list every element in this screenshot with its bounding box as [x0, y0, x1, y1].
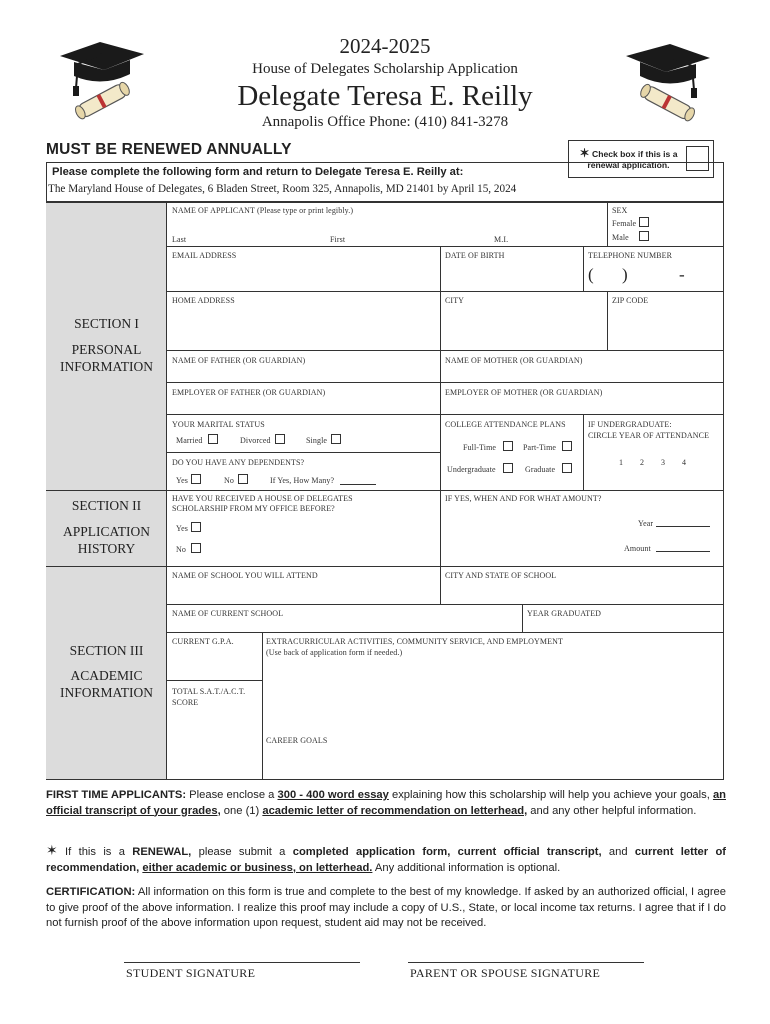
certification-lead: CERTIFICATION: [46, 886, 136, 898]
renewal-bold-3: current letter of recommendation, [46, 846, 727, 874]
career-goals-label: CAREER GOALS [266, 736, 328, 745]
undergraduate-checkbox[interactable] [503, 463, 513, 473]
divorced-checkbox[interactable] [275, 434, 285, 444]
year-option-1[interactable]: 1 [619, 458, 624, 467]
renewal-paragraph [46, 843, 726, 876]
last-name-label: Last [172, 235, 187, 244]
section-1-subtitle-1: PERSONAL [71, 342, 142, 357]
school-attend-label: NAME OF SCHOOL YOU WILL ATTEND [172, 571, 318, 580]
gpa-label: CURRENT G.P.A. [172, 637, 234, 646]
undergraduate-label: Undergraduate [447, 465, 496, 474]
star-icon: ✶ [579, 146, 590, 160]
current-school-label: NAME OF CURRENT SCHOOL [172, 609, 284, 618]
application-year: 2024-2025 [339, 34, 431, 58]
first-time-lead: FIRST TIME APPLICANTS: [46, 789, 187, 801]
how-many-label: If Yes, How Many? [270, 476, 335, 485]
how-many-blank[interactable] [340, 484, 376, 485]
student-signature-label: STUDENT SIGNATURE [126, 966, 256, 980]
received-scholarship-label-1: HAVE YOU RECEIVED A HOUSE OF DELEGATES [172, 494, 353, 503]
part-time-label: Part-Time [523, 443, 557, 452]
dependents-no-label: No [224, 476, 234, 485]
section-2-title: SECTION II [71, 498, 142, 513]
year-option-2[interactable]: 2 [640, 458, 645, 467]
father-employer-label: EMPLOYER OF FATHER (OR GUARDIAN) [172, 388, 326, 397]
renewal-text-2: please submit a [191, 846, 293, 858]
year-option-4[interactable]: 4 [682, 458, 687, 467]
section-1-title: SECTION I [74, 316, 139, 331]
single-label: Single [306, 436, 328, 445]
male-checkbox[interactable] [639, 231, 649, 241]
female-checkbox[interactable] [639, 217, 649, 227]
instructions-line-2: The Maryland House of Delegates, 6 Bladen Street, Room 325, Annapolis, MD 21401 by April 15, 2024 [48, 183, 517, 195]
certification-text: All information on this form is true and complete to the best of my knowledge. If asked by an authorized official, I agree to give proof of the above information. I realize this proof may include a copy of U.S., State, or local income tax returns. I agree that if I do not furnish proof of the above information upon request, student aid may not be received. [46, 886, 726, 929]
renewal-text-3: and [601, 846, 635, 858]
telephone-label: TELEPHONE NUMBER [588, 251, 673, 260]
year-graduated-label: YEAR GRADUATED [527, 609, 602, 618]
recommendation-requirement: academic letter of recommendation on letterhead, [262, 804, 528, 817]
mother-employer-label: EMPLOYER OF MOTHER (OR GUARDIAN) [445, 388, 603, 397]
tel-open-paren: ( [588, 265, 594, 284]
renewal-heading: MUST BE RENEWED ANNUALLY [46, 141, 292, 158]
instructions-line-1: Please complete the following form and return to Delegate Teresa E. Reilly at: [52, 166, 464, 178]
email-label: EMAIL ADDRESS [172, 251, 237, 260]
city-state-school-label: CITY AND STATE OF SCHOOL [445, 571, 557, 580]
history-no-label: No [176, 545, 186, 554]
dependents-no-checkbox[interactable] [238, 474, 248, 484]
first-time-text-1: Please enclose a [186, 789, 278, 801]
first-time-text-4: and any other helpful information. [527, 804, 697, 817]
renewal-underline-1: either academic or business, on letterhead. [142, 861, 373, 874]
sat-act-label-2: SCORE [172, 698, 199, 707]
zip-code-label: ZIP CODE [612, 296, 649, 305]
dependents-label: DO YOU HAVE ANY DEPENDENTS? [172, 458, 305, 467]
married-checkbox[interactable] [208, 434, 218, 444]
single-checkbox[interactable] [331, 434, 341, 444]
history-amount-blank[interactable] [656, 551, 710, 552]
parent-signature-label: PARENT OR SPOUSE SIGNATURE [410, 966, 601, 980]
transcript-requirement: an official transcript of your grades, [46, 789, 726, 817]
circle-year-label: CIRCLE YEAR OF ATTENDANCE [588, 431, 710, 440]
tel-dash: - [679, 265, 685, 284]
male-label: Male [612, 233, 629, 242]
section-3-subtitle-1: ACADEMIC [70, 668, 143, 683]
sex-label: SEX [612, 206, 628, 215]
history-amount-label: Amount [624, 544, 651, 553]
section-3-subtitle-2: INFORMATION [59, 685, 153, 700]
dependents-yes-label: Yes [176, 476, 188, 485]
city-label: CITY [445, 296, 465, 305]
year-option-3[interactable]: 3 [661, 458, 666, 467]
first-time-text-2: explaining how this scholarship will help you achieve your goals, [388, 789, 713, 801]
full-time-label: Full-Time [463, 443, 497, 452]
married-label: Married [176, 436, 203, 445]
history-no-checkbox[interactable] [191, 543, 201, 553]
section-2-subtitle-1: APPLICATION [62, 524, 150, 539]
extracurricular-label: EXTRACURRICULAR ACTIVITIES, COMMUNITY SERVICE, AND EMPLOYMENT [266, 637, 563, 646]
tel-close-paren: ) [622, 265, 628, 284]
if-undergraduate-label: IF UNDERGRADUATE: [588, 420, 672, 429]
graduate-checkbox[interactable] [562, 463, 572, 473]
home-address-label: HOME ADDRESS [172, 296, 235, 305]
received-scholarship-label-2: SCHOLARSHIP FROM MY OFFICE BEFORE? [172, 504, 335, 513]
first-name-label: First [330, 235, 346, 244]
history-yes-checkbox[interactable] [191, 522, 201, 532]
use-back-note: (Use back of application form if needed.) [266, 648, 403, 657]
renewal-check-label: Check box if this is a renewal application. [587, 149, 678, 170]
divorced-label: Divorced [240, 436, 271, 445]
section-2-subtitle-2: HISTORY [77, 541, 136, 556]
application-subtitle: House of Delegates Scholarship Application [252, 61, 518, 77]
history-year-label: Year [638, 519, 654, 528]
history-yes-label: Yes [176, 524, 188, 533]
renewal-text-1: If this is a [57, 846, 133, 858]
marital-status-label: YOUR MARITAL STATUS [172, 420, 265, 429]
section-3-title: SECTION III [69, 643, 144, 658]
dependents-yes-checkbox[interactable] [191, 474, 201, 484]
college-plans-label: COLLEGE ATTENDANCE PLANS [445, 420, 566, 429]
student-signature-line[interactable] [124, 962, 360, 963]
date-of-birth-label: DATE OF BIRTH [445, 251, 505, 260]
graduate-label: Graduate [525, 465, 556, 474]
first-time-applicants-paragraph [46, 788, 726, 819]
when-amount-label: IF YES, WHEN AND FOR WHAT AMOUNT? [445, 494, 602, 503]
section-1-subtitle-2: INFORMATION [59, 359, 153, 374]
certification-paragraph [46, 885, 726, 932]
first-time-text-3: one (1) [220, 804, 263, 817]
renewal-bold-1: RENEWAL, [132, 846, 192, 858]
renewal-bold-2: completed application form, current official transcript, [292, 846, 602, 858]
delegate-name: Delegate Teresa E. Reilly [237, 80, 533, 112]
renewal-text-5: Any additional information is optional. [372, 861, 561, 874]
father-name-label: NAME OF FATHER (OR GUARDIAN) [172, 356, 306, 365]
parent-signature-line[interactable] [408, 962, 644, 963]
sat-act-label-1: TOTAL S.A.T./A.C.T. [172, 687, 246, 696]
part-time-checkbox[interactable] [562, 441, 572, 451]
name-of-applicant-label: NAME OF APPLICANT (Please type or print legibly.) [172, 206, 354, 215]
mother-name-label: NAME OF MOTHER (OR GUARDIAN) [445, 356, 583, 365]
essay-requirement: 300 - 400 word essay [277, 789, 389, 801]
office-phone: Annapolis Office Phone: (410) 841-3278 [261, 114, 509, 130]
middle-initial-label: M.I. [494, 235, 509, 244]
full-time-checkbox[interactable] [503, 441, 513, 451]
renewal-star-icon: ✶ [46, 842, 58, 858]
history-year-blank[interactable] [656, 526, 710, 527]
female-label: Female [612, 219, 637, 228]
